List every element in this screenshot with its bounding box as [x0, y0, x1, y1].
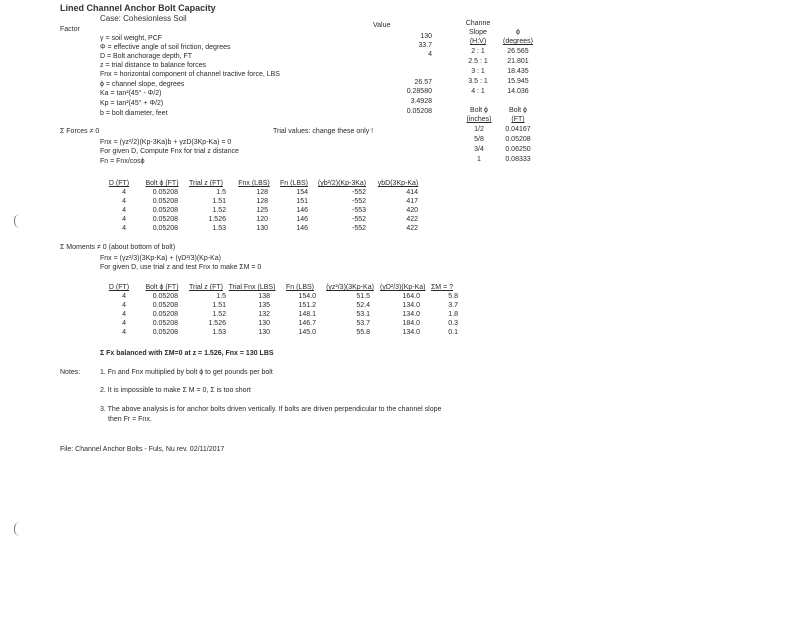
- factor-label: Ka = tan²(45° - Φ/2): [100, 90, 162, 97]
- bolt-feet-header: Bolt ϕ: [509, 107, 527, 114]
- forces-cell: 420: [406, 207, 418, 214]
- slope-cell: 4 : 1: [471, 88, 485, 95]
- forces-col-header: Fn (LBS): [279, 180, 308, 187]
- slope-cell: 2 : 1: [471, 48, 485, 55]
- forces-cell: 128: [256, 189, 268, 196]
- forces-cell: 1.5: [216, 189, 226, 196]
- moments-col-header: Trial Fnx (LBS): [228, 284, 276, 291]
- moments-cell: 53.7: [356, 320, 370, 327]
- scan-margin-mark: [14, 214, 25, 228]
- forces-cell: -552: [351, 225, 366, 232]
- slope-cell: 3.5 : 1: [468, 78, 488, 85]
- factor-value: 130: [420, 33, 432, 40]
- moments-cell: 146.7: [298, 320, 316, 327]
- moments-cell: 184.0: [402, 320, 420, 327]
- degrees-header: ϕ: [516, 29, 520, 36]
- moments-col-header: D (FT): [108, 284, 130, 291]
- degrees-cell: 14.036: [507, 88, 529, 95]
- forces-cell: 1.52: [212, 207, 226, 214]
- moments-cell: 0.05208: [152, 293, 178, 300]
- moments-cell: 138: [258, 293, 270, 300]
- forces-cell: 120: [256, 216, 268, 223]
- forces-conversion: Fn = Fnx/cosϕ: [100, 158, 145, 165]
- forces-cell: 417: [406, 198, 418, 205]
- moments-cell: 130: [258, 329, 270, 336]
- scan-margin-mark: [14, 522, 25, 536]
- forces-cell: 0.05208: [152, 216, 178, 223]
- bolt-inches-cell: 5/8: [474, 136, 484, 143]
- moments-col-header: Trial z (FT): [189, 284, 223, 291]
- bolt-inches-cell: 1/2: [474, 126, 484, 133]
- forces-col-header: Fnx (LBS): [238, 180, 270, 187]
- degrees-cell: 26.565: [507, 48, 529, 55]
- value-column-label: Value: [373, 22, 391, 29]
- trial-values-note: Trial values: change these only !: [273, 128, 374, 135]
- forces-cell: 4: [122, 207, 126, 214]
- moments-cell: 0.05208: [152, 302, 178, 309]
- degrees-cell: 15.945: [507, 78, 529, 85]
- moments-cell: 134.0: [402, 329, 420, 336]
- factor-value: 0.05208: [406, 108, 432, 115]
- forces-cell: 146: [296, 225, 308, 232]
- moments-cell: 154.0: [298, 293, 316, 300]
- forces-cell: 414: [406, 189, 418, 196]
- forces-cell: 146: [296, 207, 308, 214]
- forces-heading: Σ Forces ≠ 0: [60, 128, 100, 135]
- forces-cell: 0.05208: [152, 189, 178, 196]
- bolt-feet-cell: 0.08333: [505, 156, 531, 163]
- moments-cell: 3.7: [448, 302, 458, 309]
- moments-cell: 135: [258, 302, 270, 309]
- factor-value: 33.7: [418, 42, 432, 49]
- forces-cell: 0.05208: [152, 198, 178, 205]
- forces-cell: 4: [122, 225, 126, 232]
- factor-label: z = trial distance to balance forces: [100, 62, 207, 69]
- moments-cell: 53.1: [356, 311, 370, 318]
- moments-cell: 0.05208: [152, 311, 178, 318]
- moments-instruction: For given D, use trial z and test Fnx to make ΣM = 0: [100, 264, 262, 271]
- document-title: Lined Channel Anchor Bolt Capacity: [60, 3, 216, 13]
- moments-cell: 0.05208: [152, 329, 178, 336]
- moments-cell: 1.52: [212, 311, 226, 318]
- forces-cell: -552: [351, 189, 366, 196]
- bolt-feet-cell: 0.05208: [505, 136, 531, 143]
- forces-cell: 130: [256, 225, 268, 232]
- bolt-inches-header: Bolt ϕ: [470, 107, 488, 114]
- forces-instruction: For given D, Compute Fnx for trial z distance: [100, 148, 239, 155]
- moments-cell: 0.05208: [152, 320, 178, 327]
- degrees-cell: 21.801: [507, 58, 529, 65]
- case-label: Case: Cohesionless Soil: [100, 14, 187, 23]
- forces-cell: 1.51: [212, 198, 226, 205]
- factor-column-label: Factor: [60, 26, 80, 33]
- factor-value: 3.4928: [410, 98, 432, 105]
- factor-label: Φ = effective angle of soil friction, degrees: [100, 44, 231, 51]
- bolt-feet-cell: 0.04167: [505, 126, 531, 133]
- slope-cell: 3 : 1: [471, 68, 485, 75]
- moments-cell: 1.53: [212, 329, 226, 336]
- factor-label: ϕ = channel slope, degrees: [100, 81, 185, 88]
- moments-cell: 4: [122, 329, 126, 336]
- note-item: 3. The above analysis is for anchor bolts driven vertically. If bolts are driven perpendicular to the channel slope: [100, 406, 442, 413]
- forces-col-header: D (FT): [108, 180, 130, 187]
- balance-result: Σ Fx balanced with ΣM=0 at z = 1.526, Fnx = 130 LBS: [100, 350, 274, 357]
- forces-cell: 4: [122, 198, 126, 205]
- forces-cell: 154: [296, 189, 308, 196]
- forces-cell: -552: [351, 198, 366, 205]
- moments-cell: 1.526: [208, 320, 226, 327]
- forces-cell: 1.53: [212, 225, 226, 232]
- factor-label: Fnx = horizontal component of channel tractive force, LBS: [100, 71, 280, 78]
- moments-cell: 0.3: [448, 320, 458, 327]
- degrees-header: (degrees): [503, 38, 533, 45]
- moments-col-header: Fn (LBS): [285, 284, 314, 291]
- factor-label: γ = soil weight, PCF: [100, 35, 163, 42]
- forces-col-header: (γb²/2)(Kp-3Ka): [317, 180, 367, 187]
- moments-col-header: ΣM = ?: [430, 284, 454, 291]
- moments-cell: 51.5: [356, 293, 370, 300]
- moments-cell: 4: [122, 293, 126, 300]
- moments-cell: 52.4: [356, 302, 370, 309]
- forces-cell: 125: [256, 207, 268, 214]
- moments-col-header: Bolt ϕ (FT): [145, 284, 179, 291]
- notes-label: Notes:: [60, 369, 81, 376]
- forces-cell: -552: [351, 216, 366, 223]
- degrees-cell: 18.435: [507, 68, 529, 75]
- forces-cell: 1.526: [208, 216, 226, 223]
- slope-header: Slope: [469, 29, 487, 36]
- factor-label: D = Bolt anchorage depth, FT: [100, 53, 193, 60]
- moments-heading: Σ Moments ≠ 0 (about bottom of bolt): [60, 244, 176, 251]
- forces-cell: 146: [296, 216, 308, 223]
- note-item: 1. Fn and Fnx multiplied by bolt ϕ to get pounds per bolt: [100, 369, 273, 376]
- bolt-inches-cell: 1: [477, 156, 481, 163]
- moments-cell: 148.1: [298, 311, 316, 318]
- slope-header: (H:V): [469, 38, 487, 45]
- factor-value: 26.57: [414, 79, 432, 86]
- moments-cell: 4: [122, 311, 126, 318]
- factor-label: b = bolt diameter, feet: [100, 110, 168, 117]
- bolt-feet-cell: 0.06250: [505, 146, 531, 153]
- moments-cell: 1.8: [448, 311, 458, 318]
- moments-cell: 130: [258, 320, 270, 327]
- moments-col-header: (γD²/3)(Kp-Ka): [380, 284, 426, 291]
- file-footer: File: Channel Anchor Bolts - Fuls, Nu rev. 02/11/2017: [60, 446, 225, 453]
- factor-value: 0.28580: [406, 88, 432, 95]
- moments-cell: 145.0: [298, 329, 316, 336]
- moments-cell: 134.0: [402, 311, 420, 318]
- forces-cell: 0.05208: [152, 207, 178, 214]
- forces-col-header: γbD(3Kp-Ka): [377, 180, 419, 187]
- bolt-inches-header: (inches): [466, 116, 492, 123]
- moments-cell: 151.2: [298, 302, 316, 309]
- moments-cell: 0.1: [448, 329, 458, 336]
- moments-equation: Fnx = (γz²/3)(3Kp-Ka) + (γD²/3)(Kp-Ka): [100, 255, 221, 262]
- slope-cell: 2.5 : 1: [468, 58, 488, 65]
- forces-cell: 151: [296, 198, 308, 205]
- moments-cell: 132: [258, 311, 270, 318]
- forces-cell: 0.05208: [152, 225, 178, 232]
- moments-col-header: (γz²/3)(3Kp-Ka): [326, 284, 374, 291]
- factor-value: 4: [428, 51, 432, 58]
- moments-cell: 1.5: [216, 293, 226, 300]
- forces-col-header: Trial z (FT): [189, 180, 223, 187]
- moments-cell: 1.51: [212, 302, 226, 309]
- forces-col-header: Bolt ϕ (FT): [145, 180, 179, 187]
- forces-equation: Fnx = (γz²/2)(Kp-3Ka)b + γzD(3Kp-Ka) = 0: [100, 139, 232, 146]
- slope-header: Channe: [465, 20, 491, 27]
- moments-cell: 55.8: [356, 329, 370, 336]
- note-item: 2. It is impossible to make Σ M = 0, Σ is too short: [100, 387, 251, 394]
- forces-cell: 422: [406, 225, 418, 232]
- forces-cell: 4: [122, 216, 126, 223]
- moments-cell: 4: [122, 302, 126, 309]
- moments-cell: 5.8: [448, 293, 458, 300]
- factor-label: Kp = tan²(45° + Φ/2): [100, 100, 164, 107]
- forces-cell: -553: [351, 207, 366, 214]
- note-item: then Fr = Fnx.: [108, 416, 152, 423]
- forces-cell: 422: [406, 216, 418, 223]
- forces-cell: 128: [256, 198, 268, 205]
- moments-cell: 134.0: [402, 302, 420, 309]
- bolt-inches-cell: 3/4: [474, 146, 484, 153]
- moments-cell: 164.0: [402, 293, 420, 300]
- bolt-feet-header: (FT): [511, 116, 525, 123]
- forces-cell: 4: [122, 189, 126, 196]
- moments-cell: 4: [122, 320, 126, 327]
